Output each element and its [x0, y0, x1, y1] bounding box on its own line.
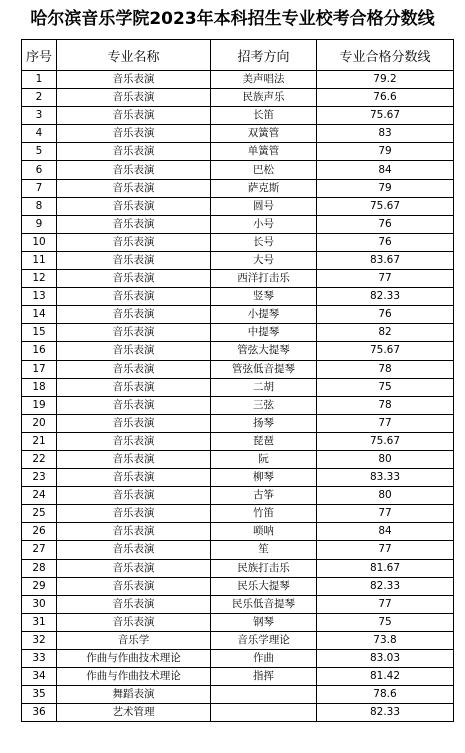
cell-score: 76.6 [317, 89, 454, 107]
cell-major: 音乐表演 [57, 487, 211, 505]
table-row [22, 288, 454, 306]
cell-direction: 圆号 [211, 197, 317, 215]
cell-major: 音乐表演 [57, 215, 211, 233]
table-row [22, 179, 454, 197]
cell-direction: 西洋打击乐 [211, 270, 317, 288]
table-row [22, 505, 454, 523]
cell-index: 10 [22, 233, 57, 251]
table-row [22, 251, 454, 269]
table-row [22, 432, 454, 450]
cell-score: 75 [317, 378, 454, 396]
cell-index: 33 [22, 650, 57, 668]
cell-direction: 小号 [211, 215, 317, 233]
cell-score: 75.67 [317, 342, 454, 360]
cell-direction: 笙 [211, 541, 317, 559]
cell-score: 80 [317, 450, 454, 468]
cell-score: 75.67 [317, 197, 454, 215]
cell-index: 3 [22, 107, 57, 125]
cell-index: 4 [22, 125, 57, 143]
table-row [22, 215, 454, 233]
cell-score: 78.6 [317, 686, 454, 704]
cell-score: 76 [317, 233, 454, 251]
cell-index: 20 [22, 414, 57, 432]
cell-major: 音乐表演 [57, 251, 211, 269]
cell-score: 73.8 [317, 631, 454, 649]
cell-direction: 大号 [211, 251, 317, 269]
table-row [22, 270, 454, 288]
table-row [22, 650, 454, 668]
cell-major: 音乐表演 [57, 432, 211, 450]
cell-score: 80 [317, 487, 454, 505]
cell-major: 音乐表演 [57, 306, 211, 324]
cell-score: 75.67 [317, 432, 454, 450]
cell-score: 82 [317, 324, 454, 342]
cell-index: 21 [22, 432, 57, 450]
cell-major: 音乐表演 [57, 89, 211, 107]
cell-score: 81.67 [317, 559, 454, 577]
table-row [22, 668, 454, 686]
table-row [22, 197, 454, 215]
cell-direction: 管弦低音提琴 [211, 360, 317, 378]
table-row [22, 613, 454, 631]
cell-direction: 柳琴 [211, 469, 317, 487]
table-row [22, 686, 454, 704]
header-index: 序号 [22, 40, 57, 71]
table-row [22, 378, 454, 396]
cell-score: 77 [317, 414, 454, 432]
cell-direction [211, 686, 317, 704]
cell-major: 音乐表演 [57, 595, 211, 613]
cell-index: 17 [22, 360, 57, 378]
cell-major: 音乐表演 [57, 161, 211, 179]
cell-major: 音乐表演 [57, 288, 211, 306]
cell-major: 音乐表演 [57, 613, 211, 631]
cell-score: 78 [317, 360, 454, 378]
cell-score: 83.03 [317, 650, 454, 668]
cell-major: 音乐表演 [57, 469, 211, 487]
table-row [22, 233, 454, 251]
cell-direction: 阮 [211, 450, 317, 468]
cell-major: 音乐表演 [57, 233, 211, 251]
cell-direction: 管弦大提琴 [211, 342, 317, 360]
cell-index: 19 [22, 396, 57, 414]
cell-index: 11 [22, 251, 57, 269]
cell-score: 82.33 [317, 704, 454, 722]
cell-index: 32 [22, 631, 57, 649]
cell-score: 77 [317, 270, 454, 288]
cell-major: 音乐表演 [57, 360, 211, 378]
cell-direction: 竹笛 [211, 505, 317, 523]
page-title: 哈尔滨音乐学院2023年本科招生专业校考合格分数线 [30, 9, 435, 29]
cell-direction: 美声唱法 [211, 71, 317, 89]
cell-major: 音乐表演 [57, 505, 211, 523]
cell-score: 81.42 [317, 668, 454, 686]
cell-major: 音乐表演 [57, 71, 211, 89]
cell-major: 作曲与作曲技术理论 [57, 650, 211, 668]
cell-index: 7 [22, 179, 57, 197]
cell-index: 34 [22, 668, 57, 686]
cell-major: 音乐表演 [57, 197, 211, 215]
cell-major: 音乐表演 [57, 523, 211, 541]
cell-major: 音乐表演 [57, 414, 211, 432]
cell-direction: 扬琴 [211, 414, 317, 432]
cell-index: 8 [22, 197, 57, 215]
cell-major: 音乐表演 [57, 577, 211, 595]
cell-direction: 单簧管 [211, 143, 317, 161]
cell-direction: 三弦 [211, 396, 317, 414]
cell-direction: 民乐低音提琴 [211, 595, 317, 613]
cell-index: 31 [22, 613, 57, 631]
table-row [22, 360, 454, 378]
cell-score: 79 [317, 179, 454, 197]
cell-major: 音乐表演 [57, 143, 211, 161]
table-row [22, 523, 454, 541]
cell-score: 77 [317, 505, 454, 523]
table-row [22, 306, 454, 324]
cell-index: 25 [22, 505, 57, 523]
cell-score: 75 [317, 613, 454, 631]
cell-index: 14 [22, 306, 57, 324]
cell-direction: 作曲 [211, 650, 317, 668]
cell-score: 82.33 [317, 577, 454, 595]
cell-direction: 萨克斯 [211, 179, 317, 197]
cell-direction: 竖琴 [211, 288, 317, 306]
table-row [22, 595, 454, 613]
cell-direction: 唢呐 [211, 523, 317, 541]
cell-index: 18 [22, 378, 57, 396]
cell-index: 26 [22, 523, 57, 541]
cell-index: 12 [22, 270, 57, 288]
cell-major: 艺术管理 [57, 704, 211, 722]
table-row [22, 89, 454, 107]
header-major: 专业名称 [57, 40, 211, 71]
table-row [22, 450, 454, 468]
cell-major: 音乐表演 [57, 541, 211, 559]
cell-major: 音乐表演 [57, 342, 211, 360]
cell-score: 83.33 [317, 469, 454, 487]
cell-direction: 中提琴 [211, 324, 317, 342]
cell-major: 舞蹈表演 [57, 686, 211, 704]
table-row [22, 161, 454, 179]
cell-index: 1 [22, 71, 57, 89]
cell-index: 2 [22, 89, 57, 107]
cell-direction: 琵琶 [211, 432, 317, 450]
cell-index: 36 [22, 704, 57, 722]
cell-score: 79 [317, 143, 454, 161]
cell-major: 音乐表演 [57, 107, 211, 125]
cell-index: 28 [22, 559, 57, 577]
table-row [22, 541, 454, 559]
cell-score: 78 [317, 396, 454, 414]
cell-index: 24 [22, 487, 57, 505]
cell-index: 23 [22, 469, 57, 487]
cell-major: 音乐表演 [57, 179, 211, 197]
cell-direction: 音乐学理论 [211, 631, 317, 649]
cell-major: 音乐表演 [57, 125, 211, 143]
cell-major: 音乐表演 [57, 450, 211, 468]
cell-index: 16 [22, 342, 57, 360]
cell-direction: 巴松 [211, 161, 317, 179]
cell-major: 作曲与作曲技术理论 [57, 668, 211, 686]
cell-score: 84 [317, 161, 454, 179]
cell-direction: 民族声乐 [211, 89, 317, 107]
cell-direction: 二胡 [211, 378, 317, 396]
table-row [22, 71, 454, 89]
table-row [22, 559, 454, 577]
table-header-row [22, 40, 454, 71]
table-row [22, 631, 454, 649]
cell-index: 6 [22, 161, 57, 179]
cell-index: 15 [22, 324, 57, 342]
cell-score: 79.2 [317, 71, 454, 89]
cell-index: 27 [22, 541, 57, 559]
cell-major: 音乐表演 [57, 324, 211, 342]
cell-direction: 民族打击乐 [211, 559, 317, 577]
cell-score: 83.67 [317, 251, 454, 269]
header-direction: 招考方向 [211, 40, 317, 71]
cell-score: 84 [317, 523, 454, 541]
cell-score: 76 [317, 306, 454, 324]
cell-major: 音乐表演 [57, 270, 211, 288]
cell-direction: 长笛 [211, 107, 317, 125]
cell-index: 22 [22, 450, 57, 468]
cell-index: 9 [22, 215, 57, 233]
cell-score: 76 [317, 215, 454, 233]
cell-direction: 钢琴 [211, 613, 317, 631]
cell-direction: 小提琴 [211, 306, 317, 324]
cell-major: 音乐学 [57, 631, 211, 649]
table-row [22, 342, 454, 360]
table-row [22, 396, 454, 414]
cell-score: 82.33 [317, 288, 454, 306]
table-row [22, 704, 454, 722]
cell-direction [211, 704, 317, 722]
cell-score: 77 [317, 595, 454, 613]
cell-major: 音乐表演 [57, 378, 211, 396]
cell-score: 83 [317, 125, 454, 143]
table-row [22, 487, 454, 505]
cell-index: 13 [22, 288, 57, 306]
table-row [22, 469, 454, 487]
table-row [22, 414, 454, 432]
cell-score: 75.67 [317, 107, 454, 125]
cell-direction: 指挥 [211, 668, 317, 686]
cell-index: 35 [22, 686, 57, 704]
table-row [22, 143, 454, 161]
cell-direction: 长号 [211, 233, 317, 251]
cell-index: 29 [22, 577, 57, 595]
cell-score: 77 [317, 541, 454, 559]
cell-major: 音乐表演 [57, 396, 211, 414]
score-table [21, 39, 454, 722]
cell-index: 5 [22, 143, 57, 161]
header-score: 专业合格分数线 [317, 40, 454, 71]
cell-direction: 双簧管 [211, 125, 317, 143]
cell-major: 音乐表演 [57, 559, 211, 577]
table-row [22, 577, 454, 595]
table-body [22, 71, 454, 722]
table-row [22, 107, 454, 125]
cell-direction: 民乐大提琴 [211, 577, 317, 595]
cell-index: 30 [22, 595, 57, 613]
cell-direction: 古筝 [211, 487, 317, 505]
table-row [22, 125, 454, 143]
table-row [22, 324, 454, 342]
